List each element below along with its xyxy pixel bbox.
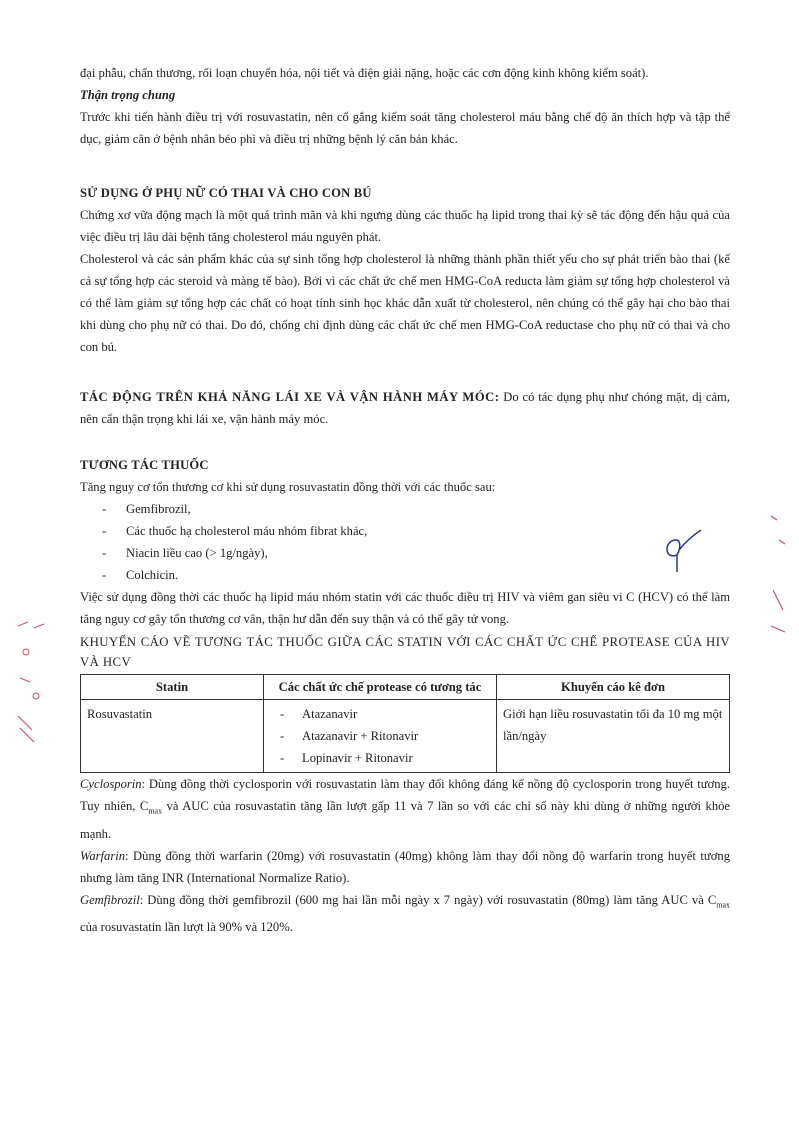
signature-mark [655,520,715,580]
column-header-advice: Khuyến cáo kê đơn [497,675,730,700]
list-item: - Niacin liều cao (> 1g/ngày), [102,542,730,564]
driving-paragraph [80,386,730,430]
warfarin-label: Warfarin [80,848,126,863]
general-caution-heading: Thận trọng chung [80,88,176,102]
hiv-recommendation-heading: KHUYẾN CÁO VỀ TƯƠNG TÁC THUỐC GIỮA CÁC STATIN VỚI CÁC CHẤT ỨC CHẾ PROTEASE CỦA HIV VÀ HCV [80,635,730,669]
list-item: - Atazanavir [280,703,490,725]
column-header-statin: Statin [81,675,264,700]
document-page [80,62,730,938]
cell-inhibitors [264,700,497,773]
cell-advice: Giới hạn liều rosuvastatin tối đa 10 mg một lần/ngày [497,700,730,773]
table-row [81,700,730,773]
intro-paragraph: đại phẫu, chấn thương, rối loạn chuyển hóa, nội tiết và điện giải nặng, hoặc các cơn động kinh không kiểm soát). [80,66,649,80]
stamp-fragment [14,618,54,753]
interaction-table [80,674,730,773]
inhibitor-list [270,703,490,769]
list-item: - Atazanavir + Ritonavir [280,725,490,747]
gemfibrozil-text-b: của rosuvastatin lần lượt là 90% và 120%. [80,920,293,935]
pregnancy-paragraph-1: Chứng xơ vữa động mạch là một quá trình mãn và khi ngưng dùng các thuốc hạ lipid trong thai kỳ sẽ tác động đến hậu quả của việc điều trị lâu dài bệnh tăng cholesterol máu nguyên phát. [80,208,730,244]
gemfibrozil-paragraph [80,889,730,939]
pregnancy-heading: SỬ DỤNG Ở PHỤ NỮ CÓ THAI VÀ CHO CON BÚ [80,186,372,200]
cyclosporin-text-b: và AUC của rosuvastatin tăng lần lượt gấp 11 và 7 lần so với các chỉ số này khi dùng ở những người khỏe mạnh. [80,799,731,841]
cmax-subscript: max [148,806,163,816]
table-header-row [81,675,730,700]
list-item: - Các thuốc hạ cholesterol máu nhóm fibrat khác, [102,520,730,542]
cyclosporin-label: Cyclosporin [80,777,142,791]
cmax-subscript: max [716,900,730,910]
cell-statin: Rosuvastatin [81,700,264,773]
gemfibrozil-label: Gemfibrozil [80,892,140,907]
list-item: - Gemfibrozil, [102,498,730,520]
gemfibrozil-text-a: : Dùng đồng thời gemfibrozil (600 mg hai lần mỗi ngày x 7 ngày) với rosuvastatin (80mg) làm tăng AUC và C [139,892,717,907]
interactions-heading: TƯƠNG TÁC THUỐC [80,458,209,472]
hiv-paragraph: Việc sử dụng đồng thời các thuốc hạ lipid máu nhóm statin với các thuốc điều trị HIV và viêm gan siêu vi C (HCV) có thể làm tăng nguy cơ gây tổn thương cơ vân, thận hư dẫn đến suy thận và có thể gây tử vong. [80,590,730,626]
driving-heading: TÁC ĐỘNG TRÊN KHẢ NĂNG LÁI XE VÀ VẬN HÀNH MÁY MÓC: [80,390,500,404]
general-caution-text: Trước khi tiến hành điều trị với rosuvastatin, nên cố gắng kiểm soát tăng cholesterol máu bằng chế độ ăn thích hợp và tập thể dục, giảm cân ở bệnh nhân béo phì và điều trị những bệnh lý căn bản khác. [80,110,730,146]
pregnancy-paragraph-2: Cholesterol và các sản phẩm khác của sự sinh tổng hợp cholesterol là những thành phần thiết yếu cho sự phát triển bào thai (kể cả sự tổng hợp các steroid và màng tế bào). Bởi vì các chất ức chế men HMG-CoA reducta làm giảm sự tổng hợp cholesterol và có thể làm giảm sự tổng hợp các chất có hoạt tính sinh học khác dẫn xuất từ cholesterol, nên chúng có thể gây hại cho bào thai khi dùng cho phụ nữ có thai. Do đó, chống chỉ định dùng các chất ức chế men HMG-CoA reductase cho phụ nữ có thai và cho con bú. [80,252,730,354]
warfarin-paragraph [80,845,730,889]
stamp-fragment-right [765,510,795,640]
list-item: - Lopinavir + Ritonavir [280,747,490,769]
cyclosporin-text-a: : Dùng đồng thời cyclosporin với rosuvastatin làm thay đổi không đáng kể nồng độ cyclosporin trong huyết tương. Tuy nhiên, C [80,777,730,813]
interactions-intro: Tăng nguy cơ tổn thương cơ khi sử dụng rosuvastatin đồng thời với các thuốc sau: [80,480,496,494]
interaction-drug-list [80,498,730,586]
cyclosporin-paragraph [80,773,730,845]
driving-text: Do có tác dụng phụ như chóng mặt, dị cảm, nên cẩn thận trọng khi lái xe, vận hành máy móc. [80,390,730,426]
warfarin-text: : Dùng đồng thời warfarin (20mg) với rosuvastatin (40mg) không làm thay đổi nồng độ warfarin trong huyết tương nhưng làm tăng INR (International Normalize Ratio). [80,848,730,885]
column-header-inhibitors: Các chất ức chế protease có tương tác [264,675,497,700]
list-item: - Colchicin. [102,564,730,586]
